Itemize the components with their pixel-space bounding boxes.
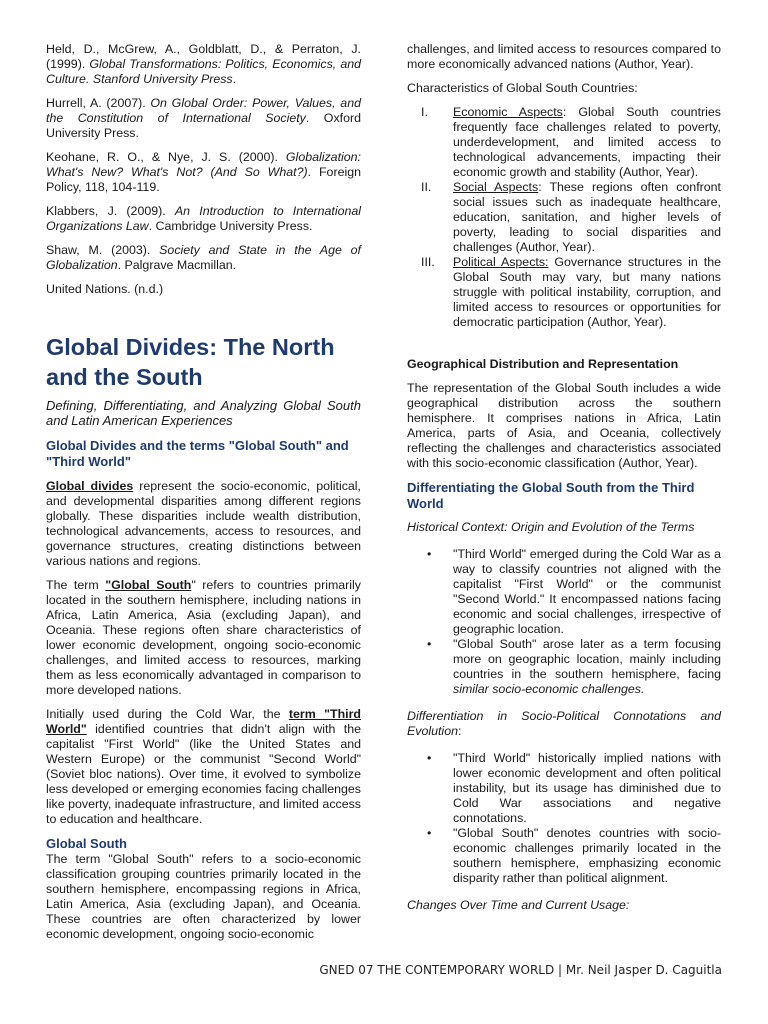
list-item: II. Social Aspects: These regions often confront social issues such as inadequate healthcare, education, sanitation, and higher levels of poverty, leading to social disparities and challenges (Author, Year). <box>421 180 721 254</box>
reference-item: Klabbers, J. (2009). An Introduction to International Organizations Law. Cambridge University Press. <box>46 204 361 233</box>
paragraph-geographical-distribution: The representation of the Global South includes a wide geographical distribution across the southern hemisphere. It comprises nations in Africa, Latin America, parts of Asia, and Oceania, collectively reflecting the challenges and characteristics associated with this socio-economic classification (Author, Year). <box>407 381 721 470</box>
paragraph-global-south-continued: challenges, and limited access to resources compared to more economically advanced nations (Author, Year). <box>407 42 721 71</box>
differentiation-heading: Differentiation in Socio-Political Connotations and Evolution: <box>407 709 721 738</box>
page-subtitle: Defining, Differentiating, and Analyzing Global South and Latin American Experiences <box>46 398 361 428</box>
list-item: I. Economic Aspects: Global South countries frequently face challenges related to poverty, underdevelopment, and limited access to technological advancements, impacting their economic growth and stability (Author, Year). <box>421 105 721 179</box>
historical-context-heading: Historical Context: Origin and Evolution of the Terms <box>407 520 695 534</box>
list-item: • "Global South" arose later as a term focusing more on geographic location, mainly including countries in the southern hemisphere, facing similar socio-economic challenges. <box>427 637 721 696</box>
paragraph-global-divides: Global divides represent the socio-economic, political, and developmental disparities among different regions globally. These disparities include wealth distribution, technological advancements, access to resources, and governance structures, creating distinctions between various nations and regions. <box>46 479 361 568</box>
list-item: III. Political Aspects: Governance structures in the Global South may vary, but many nations struggle with political instability, corruption, and limited access to resources or opportunities for democratic participation (Author, Year). <box>421 255 721 329</box>
bullet-icon: • <box>427 826 432 840</box>
characteristics-intro: Characteristics of Global South Countries: <box>407 81 638 95</box>
section-heading-global-south: Global South <box>46 836 127 851</box>
paragraph-global-south-term: The term "Global South" refers to countries primarily located in the southern hemisphere, including nations in Africa, Latin America, Asia (excluding Japan), and Oceania. These regions often share characteristics of lower economic development, ongoing socio-economic challenges, and limited access to resources, marking them as less economically advantaged in comparison to more developed nations. <box>46 578 361 697</box>
list-item: • "Third World" historically implied nations with lower economic development and often political instability, but its usage has diminished due to Cold War associations and negative connotations. <box>427 751 721 825</box>
bullet-icon: • <box>427 547 432 561</box>
page-title: Global Divides: The North and the South <box>46 334 335 390</box>
references-list <box>46 42 361 297</box>
reference-item: Keohane, R. O., & Nye, J. S. (2000). Globalization: What's New? What's Not? (And So What?). Foreign Policy, 118, 104-119. <box>46 150 362 194</box>
reference-item: United Nations. (n.d.) <box>46 282 164 296</box>
reference-item: Hurrell, A. (2007). On Global Order: Power, Values, and the Constitution of International Society. Oxford University Press. <box>46 96 361 140</box>
section-heading-differentiating: Differentiating the Global South from the Third World <box>407 480 695 511</box>
historical-context-list <box>407 547 721 697</box>
characteristics-list <box>407 105 721 330</box>
left-column <box>46 42 361 951</box>
changes-over-time-heading: Changes Over Time and Current Usage: <box>407 898 630 912</box>
reference-item: Shaw, M. (2003). Society and State in the Age of Globalization. Palgrave Macmillan. <box>46 243 361 272</box>
right-column <box>407 42 721 922</box>
list-item: • "Global South" denotes countries with socio-economic challenges primarily located in the southern hemisphere, emphasizing economic disparity rather than political alignment. <box>427 826 721 885</box>
bullet-icon: • <box>427 751 432 765</box>
reference-item: Held, D., McGrew, A., Goldblatt, D., & Perraton, J. (1999). Global Transformations: Politics, Economics, and Culture. Stanford University Press. <box>46 42 362 86</box>
page-footer: GNED 07 THE CONTEMPORARY WORLD | Mr. Neil Jasper D. Caguitla <box>319 963 722 977</box>
list-item: • "Third World" emerged during the Cold War as a way to classify countries not aligned with the capitalist "First World" or the communist "Second World." It encompassed nations facing economic and social challenges, irrespective of geographic location. <box>427 547 721 636</box>
section-heading-global-divides: Global Divides and the terms "Global South" and "Third World" <box>46 438 349 469</box>
section-heading-geographical-distribution: Geographical Distribution and Representation <box>407 357 679 371</box>
paragraph-third-world-term: Initially used during the Cold War, the term "Third World" identified countries that didn't align with the capitalist "First World" (like the United States and Western Europe) or the communist "Second World" (Soviet bloc nations). Over time, it evolved to symbolize less developed or emerging economies facing challenges like poverty, inadequate infrastructure, and limited access to education and healthcare. <box>46 707 361 826</box>
paragraph-global-south-definition: The term "Global South" refers to a socio-economic classification grouping countries primarily located in the southern hemisphere, encompassing regions in Africa, Latin America, Asia (excluding Japan), and Oceania. These countries are often characterized by lower economic development, ongoing socio-economic <box>46 852 361 941</box>
bullet-icon: • <box>427 637 432 651</box>
differentiation-list <box>407 751 721 886</box>
